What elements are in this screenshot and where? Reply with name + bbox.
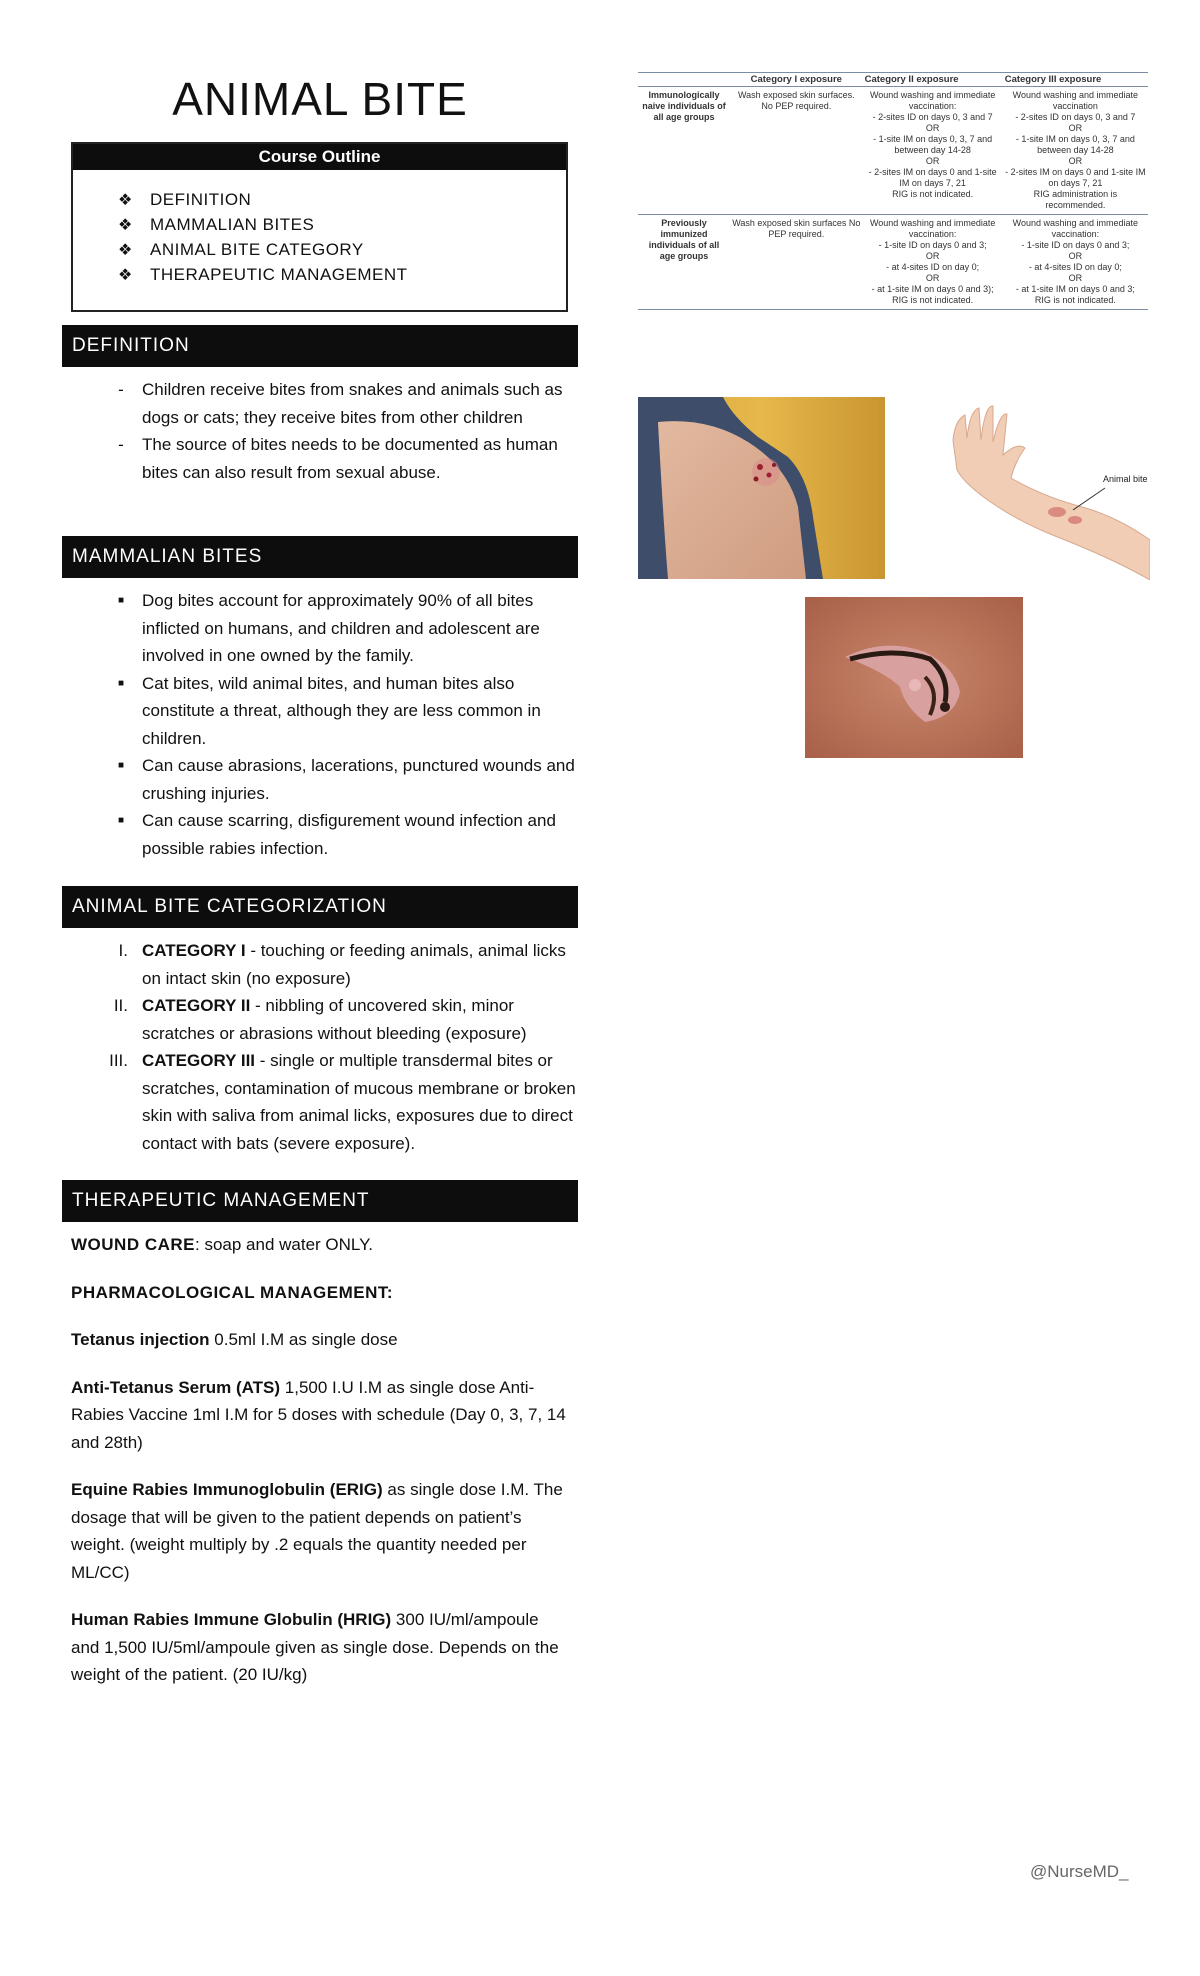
ats-paragraph: Anti-Tetanus Serum (ATS) 1,500 I.U I.M as single dose Anti-Rabies Vaccine 1ml I.M for 5 doses with schedule (Day 0, 3, 7, 14 and 28th) (71, 1377, 566, 1452)
table-cell: Wound washing and immediate vaccination: - 1-site ID on days 0 and 3; OR - at 4-sites ID on day 0; OR - at 1-site IM on days 0 and 3); RIG is not indicated. (863, 215, 1003, 310)
tetanus-injection: Tetanus injection 0.5ml I.M as single dose (71, 1330, 398, 1349)
list-item: ■ Dog bites account for approximately 90% of all bites inflicted on humans, and children and adolescent are involved in one owned by the family. (62, 587, 576, 670)
table-cell: Wash exposed skin surfaces. No PEP required. (730, 87, 863, 215)
table-cell: Immunologically naive individuals of all age groups (638, 87, 730, 215)
erig-paragraph: Equine Rabies Immunoglobulin (ERIG) as single dose I.M. The dosage that will be given to the patient depends on patient’s weight. (weight multiply by .2 equals the quantity needed per ML/CC) (71, 1480, 563, 1582)
category-item: III. CATEGORY III - single or multiple transdermal bites or scratches, contamination of mucous membrane or broken skin with saliva from animal licks, exposures due to direct contact with bats (severe exposure). (62, 1047, 578, 1157)
list-item: ■ Can cause scarring, disfigurement wound infection and possible rabies infection. (62, 807, 576, 862)
hand-bite-illustration (945, 400, 1150, 580)
diamond-bullet-icon: ❖ (118, 217, 133, 234)
definition-section (62, 376, 578, 486)
course-outline-heading: Course Outline (73, 144, 566, 170)
pep-table (638, 72, 1148, 310)
list-item: - The source of bites needs to be documented as human bites can also result from sexual abuse. (62, 431, 570, 486)
table-cell: Wound washing and immediate vaccination: - 1-site ID on days 0 and 3; OR - at 4-sites ID on day 0; OR - at 1-site IM on days 0 and 3; RIG is not indicated. (1003, 215, 1148, 310)
table-header-row (638, 73, 1148, 87)
outline-item: ❖ THERAPEUTIC MANAGEMENT (118, 263, 566, 288)
square-bullet-icon: ■ (117, 760, 125, 771)
pharma-heading: PHARMACOLOGICAL MANAGEMENT: (71, 1282, 394, 1302)
outline-item: ❖ MAMMALIAN BITES (118, 213, 566, 238)
category-label: CATEGORY III (142, 1051, 256, 1070)
animal-bite-label: Animal bite (1103, 474, 1148, 484)
therapeutic-section (71, 1231, 571, 1709)
category-label: CATEGORY I (142, 941, 246, 960)
mammalian-heading: MAMMALIAN BITES (62, 536, 578, 578)
table-cell: Previously immunized individuals of all age groups (638, 215, 730, 310)
roman-numeral: I. (118, 941, 128, 960)
mammalian-section (62, 587, 578, 862)
categorization-heading: ANIMAL BITE CATEGORIZATION (62, 886, 578, 928)
therapeutic-heading: THERAPEUTIC MANAGEMENT (62, 1180, 578, 1222)
table-header: Category II exposure (863, 73, 1003, 87)
table-header: Category III exposure (1003, 73, 1148, 87)
definition-heading: DEFINITION (62, 325, 578, 367)
list-item: ■ Can cause abrasions, lacerations, punctured wounds and crushing injuries. (62, 752, 576, 807)
diamond-bullet-icon: ❖ (118, 267, 133, 284)
square-bullet-icon: ■ (117, 815, 125, 826)
category-item: I. CATEGORY I - touching or feeding animals, animal licks on intact skin (no exposure) (62, 937, 578, 992)
square-bullet-icon: ■ (117, 595, 125, 606)
roman-numeral: II. (113, 996, 128, 1015)
page-title: ANIMAL BITE (172, 73, 468, 125)
course-outline (71, 142, 568, 312)
table-header: Category I exposure (730, 73, 863, 87)
table-cell: Wash exposed skin surfaces No PEP required. (730, 215, 863, 310)
course-outline-list (73, 188, 566, 288)
outline-item: ❖ DEFINITION (118, 188, 566, 213)
watermark: @NurseMD_ (1030, 1862, 1129, 1881)
table-row (638, 87, 1148, 215)
dash-bullet-icon: - (118, 380, 124, 399)
table-cell: Wound washing and immediate vaccination: - 2-sites ID on days 0, 3 and 7 OR - 1-site IM on days 0, 3, 7 and between day 14-28 OR - 2-sites IM on days 0 and 1-site IM on days 7, 21 RIG is not indicated. (863, 87, 1003, 215)
category-item: II. CATEGORY II - nibbling of uncovered skin, minor scratches or abrasions without bleeding (exposure) (62, 992, 578, 1047)
table-header (638, 73, 730, 87)
table-row (638, 215, 1148, 310)
list-item: ■ Cat bites, wild animal bites, and human bites also constitute a threat, although they are less common in children. (62, 670, 576, 753)
outline-item: ❖ ANIMAL BITE CATEGORY (118, 238, 566, 263)
hrig-paragraph: Human Rabies Immune Globulin (HRIG) 300 IU/ml/ampoule and 1,500 IU/5ml/ampoule given as single dose. Depends on the weight of the patient. (20 IU/kg) (71, 1610, 559, 1684)
arm-bite-photo (638, 397, 885, 579)
diamond-bullet-icon: ❖ (118, 192, 133, 209)
square-bullet-icon: ■ (117, 677, 125, 689)
sutured-wound-photo (805, 597, 1023, 758)
roman-numeral: III. (109, 1051, 128, 1070)
diamond-bullet-icon: ❖ (118, 242, 133, 259)
categorization-section (62, 937, 578, 1157)
list-item: - Children receive bites from snakes and animals such as dogs or cats; they receive bites from other children (62, 376, 570, 431)
table-cell: Wound washing and immediate vaccination - 2-sites ID on days 0, 3 and 7 OR - 1-site IM on days 0, 3, 7 and between day 14-28 OR - 2-sites IM on days 0 and 1-site IM on days 7, 21 RIG administration is recommended. (1003, 87, 1148, 215)
category-label: CATEGORY II (142, 996, 251, 1015)
dash-bullet-icon: - (118, 435, 124, 454)
wound-care: WOUND CARE: soap and water ONLY. (71, 1235, 373, 1254)
